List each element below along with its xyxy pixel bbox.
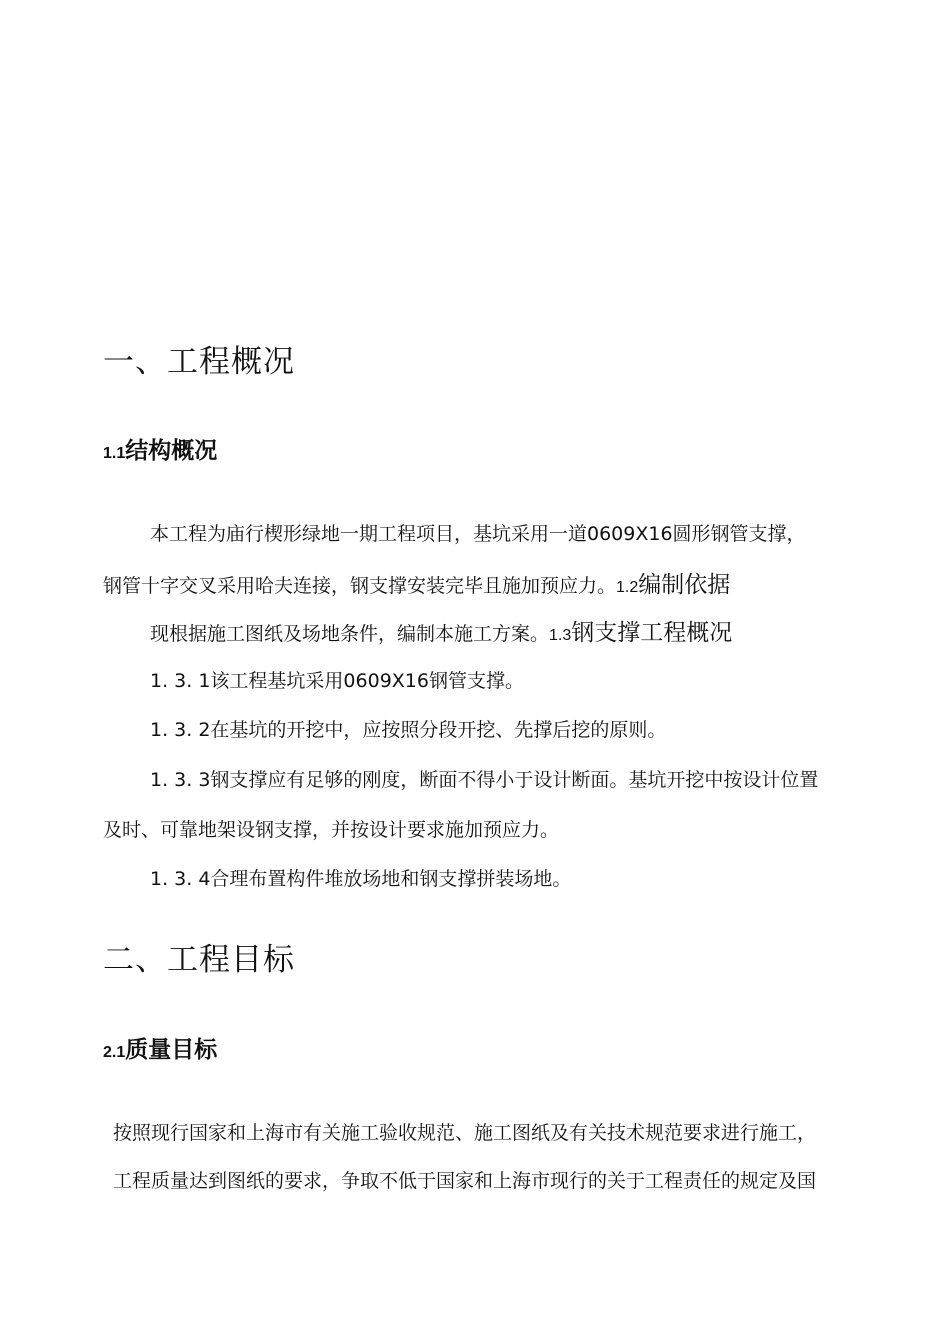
subsection-1-2-heading [616, 572, 730, 598]
section-1-heading: 一、工程概况 [103, 344, 295, 380]
subsection-1-1-number: 1.1 [103, 445, 126, 462]
section-2-heading: 二、工程目标 [103, 942, 295, 978]
subsection-1-1-title: 结构概况 [125, 438, 218, 464]
item-1-3-4: 1. 3. 4合理布置构件堆放场地和钢支撑拼装场地。 [150, 868, 572, 890]
subsection-1-3-number: 1.3 [549, 627, 572, 644]
paragraph-1-line-1: 本工程为庙行楔形绿地一期工程项目，基坑采用一道0609X16圆形钢管支撑， [150, 523, 806, 545]
subsection-1-3-heading [549, 620, 732, 646]
item-1-3-2: 1. 3. 2在基坑的开挖中，应按照分段开挖、先撑后挖的原则。 [150, 719, 667, 741]
paragraph-1-line-2-text: 钢管十字交叉采用哈夫连接，钢支撑安装完毕且施加预应力。 [103, 575, 617, 597]
subsection-1-1-heading [103, 432, 217, 465]
subsection-1-2-number: 1.2 [616, 579, 639, 596]
item-1-3-3-line-1: 1. 3. 3钢支撑应有足够的刚度，断面不得小于设计断面。基坑开挖中按设计位置 [150, 769, 819, 791]
paragraph-2-text: 现根据施工图纸及场地条件，编制本施工方案。 [150, 623, 550, 645]
item-1-3-1: 1. 3. 1该工程基坑采用0609X16钢管支撑。 [150, 670, 524, 692]
subsection-1-2-title: 编制依据 [638, 572, 731, 598]
item-1-3-3-line-2: 及时、可靠地架设钢支撑，并按设计要求施加预应力。 [103, 819, 560, 841]
paragraph-3-line-1: 按照现行国家和上海市有关施工验收规范、施工图纸及有关技术规范要求进行施工， [113, 1122, 817, 1144]
subsection-1-3-title: 钢支撑工程概况 [571, 620, 733, 646]
paragraph-2 [150, 614, 732, 647]
subsection-2-1-title: 质量目标 [125, 1037, 218, 1063]
paragraph-3-line-2: 工程质量达到图纸的要求，争取不低于国家和上海市现行的关于工程责任的规定及国 [113, 1170, 817, 1192]
subsection-2-1-number: 2.1 [103, 1044, 126, 1061]
paragraph-1-line-2 [103, 566, 730, 599]
subsection-2-1-heading [103, 1031, 217, 1064]
